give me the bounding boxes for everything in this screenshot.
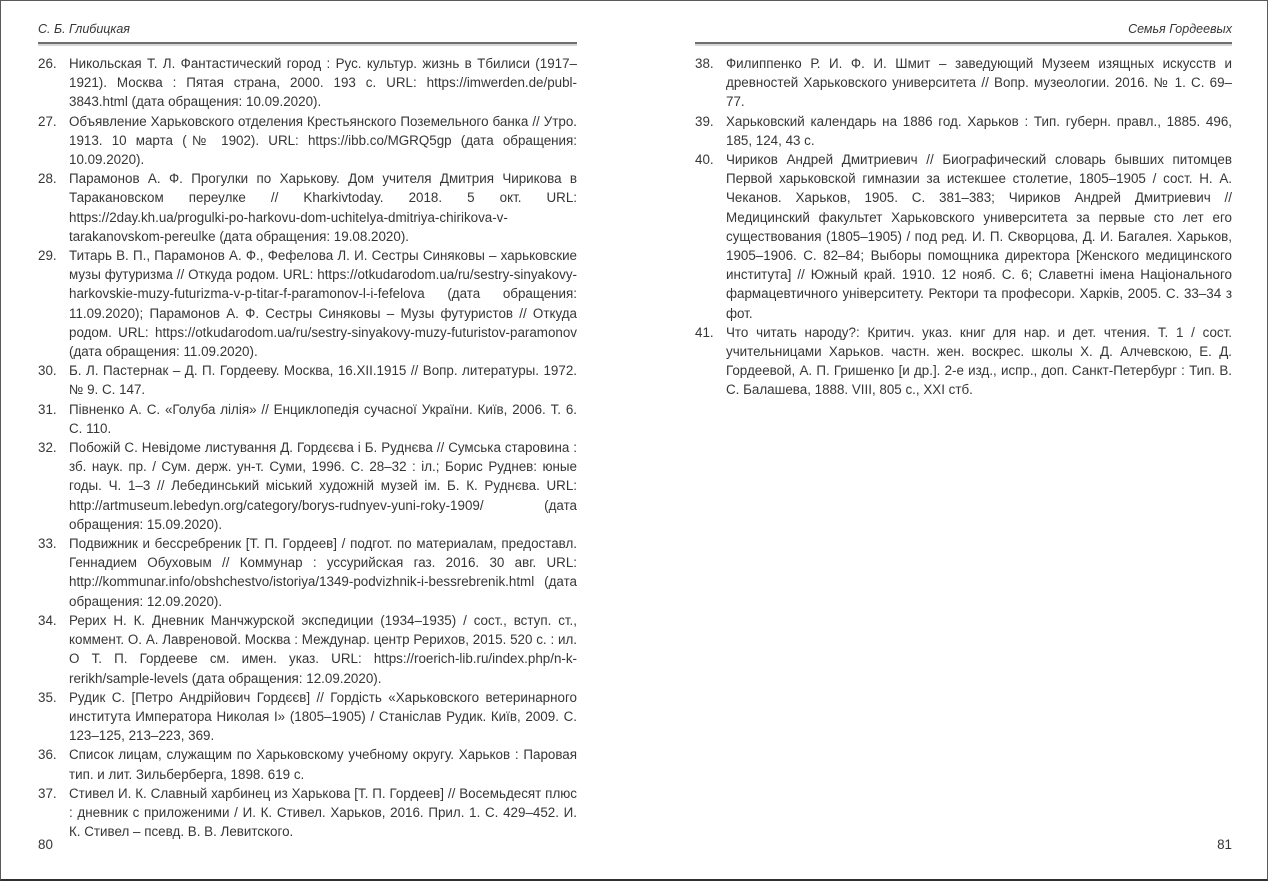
reference-text: Филиппенко Р. И. Ф. И. Шмит – заведующий Музеем изящных искусств и древностей Харьковского университета // Вопр. музеологии. 2016. № 1. С. 69–77. bbox=[726, 56, 1232, 110]
reference-number: 31. bbox=[38, 401, 57, 417]
reference-text: Что читать народу?: Критич. указ. книг для нар. и дет. чтения. Т. 1 / сост. учительницами Харьков. частн. жен. воскрес. школы Х. Д. Алчевскою, Е. Д. Гордеевой, А. П. Гришенко [и др.]. 2-е изд., испр., доп. Санкт-Петербург : Тип. В. С. Балашева, 1888. VIII, 805 с., XXI стб. bbox=[726, 324, 1232, 398]
reference-number: 33. bbox=[38, 536, 57, 552]
reference-item bbox=[38, 169, 577, 246]
reference-number: 41. bbox=[695, 324, 714, 340]
reference-text: Подвижник и бессребреник [Т. П. Гордеев] / подгот. по материалам, предоставл. Геннадием Обуховым // Коммунар : уссурийская газ. 2016. 30 авг. URL: http://kommunar.info/obshchestvo/istoriya/1349-podvizhnik-i-bessrebrenik.html (дата обращения: 12.09.2020). bbox=[69, 536, 577, 609]
reference-item bbox=[38, 361, 577, 399]
reference-item bbox=[695, 150, 1232, 323]
reference-number: 36. bbox=[38, 747, 57, 763]
reference-item bbox=[38, 400, 577, 438]
reference-text: Список лицам, служащим по Харьковскому учебному округу. Харьков : Паровая тип. и лит. Зильберберга, 1898. 619 с. bbox=[69, 747, 577, 782]
reference-number: 40. bbox=[695, 152, 714, 168]
page-number-right: 81 bbox=[1217, 837, 1232, 852]
reference-number: 26. bbox=[38, 56, 57, 71]
page-number-left: 80 bbox=[38, 837, 53, 852]
reference-text: Побожій С. Невідоме листування Д. Гордєєва і Б. Руднєва // Сумська старовина : зб. наук. пр. / Сум. держ. ун-т. Суми, 1996. С. 28–32 : іл.; Борис Руднев: юные годы. Ч. 1–3 // Лебединський міський художній музей ім. Б. К. Руднєва. URL: http://artmuseum.lebedyn.org/category/borys-rudnyev-yuni-roky-1909/ (дата обращения: 15.09.2020). bbox=[69, 440, 577, 532]
reference-text: Рудик С. [Петро Андрійович Гордєєв] // Гордість «Харьковского ветеринарного института Императора Николая І» (1805–1905) / Станіслав Рудик. Київ, 2009. С. 123–125, 213–223, 369. bbox=[69, 689, 577, 744]
reference-number: 29. bbox=[38, 248, 57, 264]
reference-number: 32. bbox=[38, 440, 57, 456]
reference-text: Харьковский календарь на 1886 год. Харьков : Тип. губерн. правл., 1885. 496, 185, 124, 43 с. bbox=[726, 113, 1232, 148]
reference-item bbox=[695, 112, 1232, 150]
reference-item bbox=[38, 534, 577, 611]
reference-text: Б. Л. Пастернак – Д. П. Гордееву. Москва, 16.XII.1915 // Вопр. литературы. 1972. № 9. С. 147. bbox=[69, 363, 577, 398]
reference-text: Парамонов А. Ф. Прогулки по Харькову. Дом учителя Дмитрия Чирикова в Таракановском переулке // Kharkivtoday. 2018. 5 окт. URL: https://2day.kh.ua/progulki-po-harkovu-dom-uchitelya-dmitriya-chirikova-v-tarakanovskom-pereulke (дата обращения: 19.08.2020). bbox=[69, 171, 577, 244]
reference-list-right bbox=[695, 54, 1232, 400]
reference-item bbox=[38, 745, 577, 783]
reference-item bbox=[695, 323, 1232, 400]
reference-item bbox=[38, 246, 577, 361]
reference-number: 37. bbox=[38, 785, 57, 801]
reference-number: 39. bbox=[695, 113, 714, 129]
running-head-author: С. Б. Глибицкая bbox=[38, 1, 577, 44]
reference-text: Рерих Н. К. Дневник Манчжурской экспедиции (1934–1935) / сост., вступ. ст., коммент. О. А. Лавреновой. Москва : Междунар. центр Рерихов, 2015. 520 с. : ил. О Т. П. Гордееве см. имен. указ. URL: https://roerich-lib.ru/index.php/n-k-rerikh/sample-levels (дата обращения: 12.09.2020). bbox=[69, 612, 577, 686]
reference-text: Чириков Андрей Дмитриевич // Биографический словарь бывших питомцев Первой харьковской гимназии за истекшее столетие, 1805–1905 / сост. Н. А. Чеканов. Харьков, 1905. С. 381–383; Чириков Андрей Дмитриевич // Медицинский факультет Харьковского университета за первые сто лет его существования (1805–1905) / под ред. И. П. Скворцова, Д. И. Багалея. Харьков, 1905–1906. С. 82–84; Выборы помощника директора [Женского медицинского института] // Южный край. 1910. 12 нояб. С. 6; Славетні імена Національного фармацевтичного університету. Ректори та професори. Харків, 2005. С. 33–34 з фот. bbox=[726, 152, 1232, 321]
reference-number: 38. bbox=[695, 56, 714, 71]
reference-item bbox=[695, 54, 1232, 112]
reference-text: Стивел И. К. Славный харбинец из Харькова [Т. П. Гордеев] // Восемьдесят плюс : дневник с приложеними / И. К. Стивел. Харьков, 2016. Прил. 1. С. 429–452. И. К. Стивел – псевд. В. В. Левитского. bbox=[69, 785, 577, 840]
reference-text: Півненко А. С. «Голуба лілія» // Енциклопедія сучасної України. Київ, 2006. Т. 6. С. 110. bbox=[69, 401, 577, 436]
reference-number: 27. bbox=[38, 113, 57, 129]
reference-item bbox=[38, 438, 577, 534]
reference-number: 28. bbox=[38, 171, 57, 187]
reference-item bbox=[38, 784, 577, 842]
reference-number: 34. bbox=[38, 612, 57, 628]
reference-item bbox=[38, 112, 577, 170]
reference-list-left bbox=[38, 54, 577, 841]
reference-item bbox=[38, 54, 577, 112]
reference-number: 35. bbox=[38, 689, 57, 705]
reference-item bbox=[38, 611, 577, 688]
running-head-section: Семья Гордеевых bbox=[695, 1, 1232, 44]
reference-item bbox=[38, 688, 577, 746]
right-page bbox=[695, 1, 1232, 879]
reference-number: 30. bbox=[38, 363, 57, 379]
reference-text: Титарь В. П., Парамонов А. Ф., Фефелова Л. И. Сестры Синяковы – харьковские музы футуризма // Откуда родом. URL: https://otkudarodom.ua/ru/sestry-sinyakovy-harkovskie-muzy-futurizma-v-p-titar-f-paramonov-l-i-fefelova (дата обращения: 11.09.2020); Парамонов А. Ф. Сестры Синяковы – Музы футуристов // Откуда родом. URL: https://otkudarodom.ua/ru/sestry-sinyakovy-muzy-futuristov-paramonov (дата обращения: 11.09.2020). bbox=[69, 248, 577, 360]
reference-text: Никольская Т. Л. Фантастический город : Рус. культур. жизнь в Тбилиси (1917–1921). Москва : Пятая страна, 2000. 193 с. URL: https://imwerden.de/publ-3843.html (дата обращения: 10.09.2020). bbox=[69, 56, 577, 110]
reference-text: Объявление Харьковского отделения Крестьянского Поземельного банка // Утро. 1913. 10 марта (№ 1902). URL: https://ibb.co/MGRQ5gp (дата обращения: 10.09.2020). bbox=[69, 113, 577, 168]
left-page bbox=[38, 1, 577, 879]
